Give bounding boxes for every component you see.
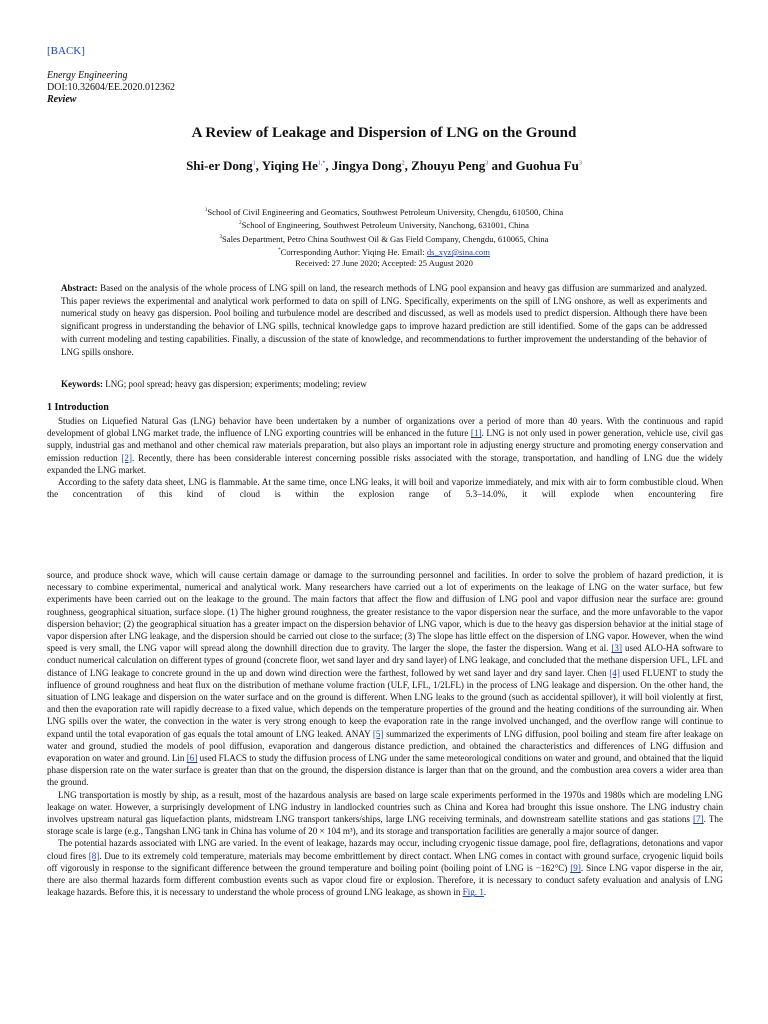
body-text: . Due to its extremely cold temperature, materials may become embrittlement by direct contact. When LNG comes in contact with ground surface, cryogenic liquid boils off vigorously in response to the significant difference between the ground temperature and boiling point (boiling point of LNG is −162°C) [47,850,723,873]
affiliation [0,205,768,218]
body-text: Studies on Liquefied Natural Gas (LNG) behavior have been undertaken by a number of organizations over a period of more than 40 years. With the continuous and rapid development of global LNG market trade, the influence of LNG exporting countries will be enhanced in the future [47,416,723,439]
body-column-lower [47,569,723,898]
body-text: . The storage scale is large (e.g., Tangshan LNG tank in China has volume of 20 × 104 m³), and its storage and transportation facilities are generally a major source of danger. [47,814,723,837]
keywords-label: Keywords: [61,379,103,389]
received-dates: Received: 27 June 2020; Accepted: 25 August 2020 [295,258,473,269]
body-text: used ALO-HA software to conduct numerical calculation on different types of ground (concrete floor, wet sand layer and dry sand layer) of LNG leakage, and concluded that the methane dispersion UFL, LFL and distance of LNG leakage to concrete ground in the up and down wind direction were the farthest, followed by wet sand layer and dry sand layer. Chen [47,643,723,678]
citation-link[interactable]: [5] [372,728,384,739]
citation-link[interactable]: [3] [611,643,622,654]
author-name: Shi-er Dong [186,158,253,173]
affiliation-sup: 3 [219,234,223,240]
journal-name: Energy Engineering [47,70,128,81]
author-name: Zhouyu Peng [411,158,486,173]
citation-link[interactable]: [1] [470,428,482,439]
affiliation-text: School of Civil Engineering and Geomatics, Southwest Petroleum University, Chengdu, 610500, China [207,206,564,217]
body-text: summarized the experiments of LNG diffusion, pool boiling and steam fire after leakage on water and ground, studied the models of pool diffusion, evaporation and dangerous distance prediction, and obtained the characteristics and differences of LNG diffusion and evaporation on water and ground. Lin [47,728,723,764]
citation-link[interactable]: [4] [609,667,620,678]
body-column-upper [47,415,723,500]
author-sup: 3 [485,160,489,167]
affiliation-sup: 1 [204,208,208,213]
body-text: used FLACS to study the diffusion process of LNG under the same meteorological conditions on water and ground, and obtained that the liquid phase dispersion rate on the water surface is greater than that on the ground, the dispersion distance is larger than that on the ground, and the combustion area covers a wider area than the ground. [47,753,723,788]
body-text: . LNG is not only used in power generation, vehicle use, civil gas supply, industrial gas and methanol and other chemical raw materials preparation, but also plays an important role in adjusting energy structure and promoting energy conservation and emission reduction [47,428,724,463]
body-text: used FLUENT to study the influence of ground roughness and heat flux on the distribution of methane volume fraction (ULF, LFL, 1/2LFL) in the process of LNG leakage and dispersion. On the other hand, the situation of LNG leakage and dispersion on the water surface and on the ground is different. When LNG leaks to the ground (such as accidental spillover), it will boil violently at first, and then the evaporation rate will rapidly decrease to a fixed value, which depends on the temperature properties of the ground and the heating conditions of the surrounding air. When LNG spills over the water, the convection in the water is very strong enough to keep the evaporation rate in the range involved unchanged, and the overflow range will continue to expand until the total evaporation of gas equals the total amount of LNG leaked. ANAY [47,667,723,739]
paragraph [47,837,723,898]
author-name: Jingya Dong [331,158,402,173]
author-sep: , [404,158,412,173]
citation-link[interactable]: [8] [88,850,100,861]
article-meta [47,70,175,106]
citation-link[interactable]: [2] [121,452,132,463]
body-text: . Since LNG vapor disperse in the air, there are also thermal hazards form different combustion events such as vapor cloud fire or explosion. Therefore, it is necessary to conduct safety evaluation and analysis of LNG leakage hazards. Before this, it is necessary to understand the whole process of ground LNG leakage, as shown in [47,862,723,898]
paragraph [47,476,723,500]
paper-title: A Review of Leakage and Dispersion of LNG on the Ground [191,125,577,141]
author-sep: , [325,158,332,173]
author-sup: 1,* [317,160,326,167]
author-sup: 2 [401,160,405,167]
author-sep: , [255,158,262,173]
article-type: Review [47,94,77,105]
email-link[interactable]: ds_xyz@sina.com [426,246,490,257]
author-sup: 1 [252,160,256,167]
author-name: Guohua Fu [515,158,579,173]
citation-link[interactable]: [6] [186,753,198,764]
affiliation-sup: 2 [239,221,242,227]
keywords [61,378,707,390]
corresponding-text: Corresponding Author: Yiqing He. Email: [280,246,427,257]
abstract-label: Abstract: [61,283,98,293]
body-text: LNG transportation is mostly by ship, as a result, most of the hazardous analysis are based on large scale experiments performed in the 1970s and 1980s which are modeling LNG leakage on water. However, a surprisingly development of LNG industry in landlocked countries such as China and Korea had brought this issue onshore. The LNG industry chain involves upstream natural gas liquefaction plants, midstream LNG transport tankers/ships, large LNG receiving terminals, and downstream satellite stations and gas stations [47,789,723,825]
body-text: . [483,887,487,898]
back-link[interactable]: [BACK] [47,45,85,57]
section-heading: 1 Introduction [47,402,109,413]
affiliations [0,205,768,270]
citation-link[interactable]: [9] [570,862,581,873]
body-text: According to the safety data sheet, LNG is flammable. At the same time, once LNG leaks, it will boil and vaporize immediately, and mix with air to form combustible cloud. When the concentration of this kind of cloud is within the explosion range of 5.3–14.0%, it will explode when encountering fire [47,477,723,500]
affiliation [0,218,768,231]
figure-link[interactable]: Fig. 1 [462,887,484,898]
citation-link[interactable]: [7] [693,814,704,825]
affiliation [0,232,768,245]
paragraph [47,789,723,838]
author-list [0,158,768,174]
paragraph [47,415,723,476]
corresponding-author [0,245,768,258]
body-text: source, and produce shock wave, which will cause certain damage or damage to the surrounding personnel and facilities. In order to solve the problem of hazard prediction, it is necessary to combine experimental, numerical and analytical work. Many researchers have carried out a lot of experiments on the leakage of LNG on the water surface, but few experiments have been carried out on the leakage to the ground. The main factors that affect the flow and diffusion of LNG pool and vapor diffusion near the surface are: ground roughness, geographical situation, surface slope. (1) The higher ground roughness, the greater resistance to the vapor dispersion near the surface, and the more unfavorable to the vapor dispersion behavior; (2) the geographical situation has a greater impact on the dispersion behavior of LNG vapor, which is due to the heavy gas dispersion behavior at the initial stage of vapor dispersion after LNG leakage, and the dispersion should be carried out close to the surface; (3) The slope has little effect on the dispersion of LNG vapor. However, when the wind speed is very small, the LNG vapor will spread along the downhill direction due to gravity. The larger the slope, the faster the dispersion. Wang et al. [47,570,723,654]
corresponding-sup: * [278,248,281,254]
author-sep: and [488,158,516,173]
author-sup: 3 [578,160,582,167]
abstract [61,282,707,358]
affiliation-text: Sales Department, Petro China Southwest Oil & Gas Field Company, Chengdu, 610065, China [222,233,549,244]
body-text: . Recently, there has been considerable interest concerning possible risks associated with the storage, transportation, and handling of LNG due the widely expanded the LNG market. [47,452,723,475]
doi: DOI:10.32604/EE.2020.012362 [47,82,176,93]
affiliation-text: School of Engineering, Southwest Petroleum University, Nanchong, 631001, China [241,220,529,231]
keywords-text: LNG; pool spread; heavy gas dispersion; experiments; modeling; review [103,379,367,389]
body-text: The potential hazards associated with LNG are varied. In the event of leakage, hazards may occur, including cryogenic tissue damage, pool fire, deflagrations, detonations and vapor cloud fires [47,838,723,861]
paragraph [47,569,723,789]
abstract-text: Based on the analysis of the whole process of LNG spill on land, the research methods of LNG pool expansion and heavy gas diffusion are summarized and analyzed. This paper reviews the experimental and analytical work performed to data on spill of LNG. Specifically, experiments on the spill of LNG onshore, as well as experiments and numerical study on heavy gas dispersion. Pool boiling and turbulence model are described and discussed, as well as models used to predict dispersion. Although there have been significant progress in understanding the behavior of LNG spills, technical knowledge gaps to improve hazard prediction are still identified. Some of the gaps can be addressed with current modeling and testing capabilities. Finally, a discussion of the state of knowledge, and recommendations to further improvement the understanding of the behavior of LNG spills onshore. [61,283,707,357]
author-name: Yiqing He [261,158,318,173]
